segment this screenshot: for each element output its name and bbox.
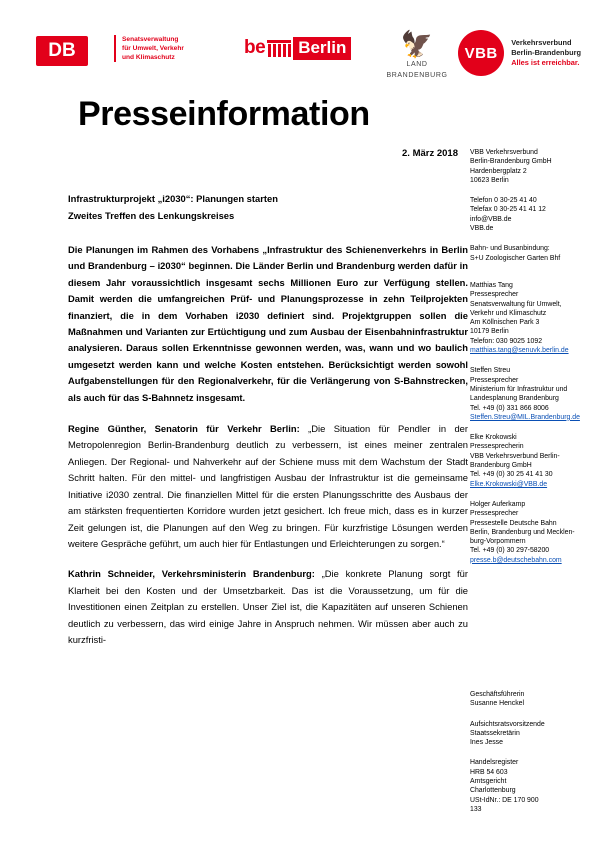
quote-text-guenther: „Die Situation für Pendler in der Metropolenregion Berlin-Brandenburg deutlich zu verbessern, ist eines meiner zentralen Anliegen. Der Regional- und Nahverkehr auf der Schiene muss mit dem Wachstum der Stadt Schritt halten. Für den mittel- und langfristigen Ausbau der Infrastruktur ist die gemeinsame Initiative i2030 zentral. Die finanziellen Mittel für die ersten Planungsschritte des Ausbaus der am stärksten frequentierten Korridore wurden jetzt gesichert. Ich freue mich, dass es in kurzer Zeit gelungen ist, die Planungen auf den Weg zu bringen. Für kurzfristige Lösungen werden weitere Gespräche geführt, um auch hier für Entlastungen und Erleichterungen zu sorgen.“ (68, 423, 468, 549)
press-contact-3-name: Elke Krokowski (470, 434, 517, 442)
press-contact-3-org: VBB Verkehrsverbund Berlin- Brandenburg GmbH (470, 452, 560, 470)
be-berlin-berlin-text: Berlin (293, 37, 351, 60)
press-contact-3-phone: Tel. +49 (0) 30 25 41 41 30 (470, 471, 553, 479)
db-logo: DB (36, 36, 88, 66)
vbb-logo-line2: Berlin-Brandenburg (511, 48, 581, 57)
subtitle-line-1: Infrastrukturprojekt „i2030“: Planungen starten (68, 193, 278, 204)
register-number: HRB 54 603 (470, 768, 508, 776)
subtitle-line-2: Zweites Treffen des Lenkungskreises (68, 210, 235, 221)
press-contact-2-name: Steffen Streu (470, 367, 511, 375)
press-contact-1-phone: Telefon: 030 9025 1092 (470, 337, 543, 345)
press-contact-4-email[interactable]: presse.b@deutschebahn.com (470, 556, 562, 564)
lead-paragraph: Die Planungen im Rahmen des Vorhabens „Infrastruktur des Schienenverkehrs in Berlin und Brandenburg – i2030“ beginnen. Die Länder Berlin und Brandenburg werden dafür in diesem Jahr voraussichtlich insgesamt sechs Millionen Euro zur Verfügung stellen. Damit werden die umfangreichen Prüf- und Planungsprozesse in zehn Teilprojekten finanziert, die in dem Vorhaben i2030 definiert sind. Projektgruppen sollen die Maßnahmen und Varianten zur Ertüchtigung und zum Ausbau der Eisenbahninfrastruktur analysieren. Daraus sollen Erkenntnisse gewonnen werden, was, wann und wo baulich umgesetzt werden kann und welche Kosten entstehen. Berücksichtigt werden sowohl Aufgabenstellungen für den Regionalverkehr, für die Verlängerung von S-Bahnstrecken, als auch für das S-Bahnnetz insgesamt. (68, 244, 468, 403)
brandenburg-logo-line1: LAND (406, 61, 428, 68)
be-berlin-be-text: be (244, 37, 266, 58)
main-content (68, 190, 468, 662)
board-name: Ines Jesse (470, 739, 503, 747)
press-contact-1-email[interactable]: matthias.tang@senuvk.berlin.de (470, 347, 569, 355)
vbb-logo-claim: Alles ist erreichbar. (511, 58, 580, 67)
press-contact-3 (470, 433, 590, 489)
press-contact-1-role: Pressesprecher (470, 291, 519, 299)
brandenburg-gate-icon (267, 40, 291, 57)
sidebar-transit-info (470, 244, 590, 263)
vbb-logo-line1: Verkehrsverbund (511, 38, 572, 47)
press-contact-4-role: Pressesprecher (470, 510, 519, 518)
quote-speaker-schneider: Kathrin Schneider, Verkehrsministerin Brandenburg: (68, 568, 315, 580)
sidebar-contact-details: Telefon 0 30-25 41 40 Telefax 0 30-25 41 41 12 info@VBB.de VBB.de (470, 197, 546, 233)
publication-date: 2. März 2018 (402, 148, 458, 159)
vat-id: USt-IdNr.: DE 170 900 133 (470, 796, 539, 813)
senate-logo-text: Senatsverwaltung für Umwelt, Verkehr und Klimaschutz (114, 35, 240, 62)
vbb-logo-text (511, 38, 581, 68)
sidebar-company-address: VBB Verkehrsverbund Berlin-Brandenburg GmbH Hardenbergplatz 2 10623 Berlin (470, 149, 552, 184)
press-contact-4-name: Holger Auferkamp (470, 500, 526, 508)
register-city: Charlottenburg (470, 787, 516, 795)
press-contact-3-role: Pressesprecherin (470, 443, 524, 451)
sidebar-legal-info (470, 690, 590, 825)
document-subtitle (68, 190, 468, 224)
sidebar-contact-info (470, 148, 590, 576)
page-title: Presseinformation (78, 95, 370, 133)
board-role: Staatssekretärin (470, 729, 520, 737)
be-berlin-logo (244, 34, 351, 62)
quote-paragraph-schneider (68, 566, 468, 648)
red-eagle-icon: 🦅 (400, 29, 434, 59)
commercial-register-info (470, 758, 590, 814)
press-contact-2-phone: Tel. +49 (0) 331 866 8006 (470, 404, 549, 412)
supervisory-board-info (470, 720, 590, 748)
press-contact-1-name: Matthias Tang (470, 281, 513, 289)
press-contact-4 (470, 500, 590, 565)
register-court: Amtsgericht (470, 778, 507, 786)
register-heading: Handelsregister (470, 759, 519, 767)
vbb-logo (458, 30, 581, 76)
press-contact-1 (470, 281, 590, 355)
logo-bar (36, 30, 581, 88)
press-contact-4-org: Pressestelle Deutsche Bahn Berlin, Brandenburg und Mecklen- burg-Vorpommern (470, 519, 575, 546)
press-contact-2-email[interactable]: Steffen.Streu@MIL.Brandenburg.de (470, 413, 580, 421)
press-contact-2-role: Pressesprecher (470, 376, 519, 384)
press-contact-2 (470, 366, 590, 422)
brandenburg-logo (371, 30, 463, 80)
ceo-heading: Geschäftsführerin (470, 691, 525, 698)
press-contact-2-org: Ministerium für Infrastruktur und Landesplanung Brandenburg (470, 385, 568, 403)
ceo-name: Susanne Henckel (470, 700, 525, 708)
management-info (470, 690, 590, 709)
press-contact-3-email[interactable]: Elke.Krokowski@VBB.de (470, 480, 548, 488)
transit-station: S+U Zoologischer Garten Bhf (470, 254, 561, 262)
quote-speaker-guenther: Regine Günther, Senatorin für Verkehr Berlin: (68, 423, 300, 435)
board-heading: Aufsichtsratsvorsitzende (470, 720, 545, 728)
transit-heading: Bahn- und Busanbindung: (470, 245, 550, 253)
brandenburg-logo-line2: BRANDENBURG (386, 72, 448, 79)
vbb-mark-icon: VBB (458, 30, 504, 76)
quote-text-schneider: „Die konkrete Planung sorgt für Klarheit bei den Kosten und der Umsetzbarkeit. Das ist die Voraussetzung, um für die Investitionen einen Zeitplan zu erstellen. Unser Ziel ist, die Kapazitäten auf unseren Schienen deutlich zu verbessern, das wird einige Jahre in Anspruch nehmen. Wir müssen aber auch zu kurzfristi- (68, 568, 469, 645)
quote-paragraph-guenther (68, 421, 468, 552)
press-contact-1-org: Senatsverwaltung für Umwelt, Verkehr und Klimaschutz Am Köllnischen Park 3 10179 Berlin (470, 300, 562, 336)
press-contact-4-phone: Tel. +49 (0) 30 297-58200 (470, 547, 550, 555)
